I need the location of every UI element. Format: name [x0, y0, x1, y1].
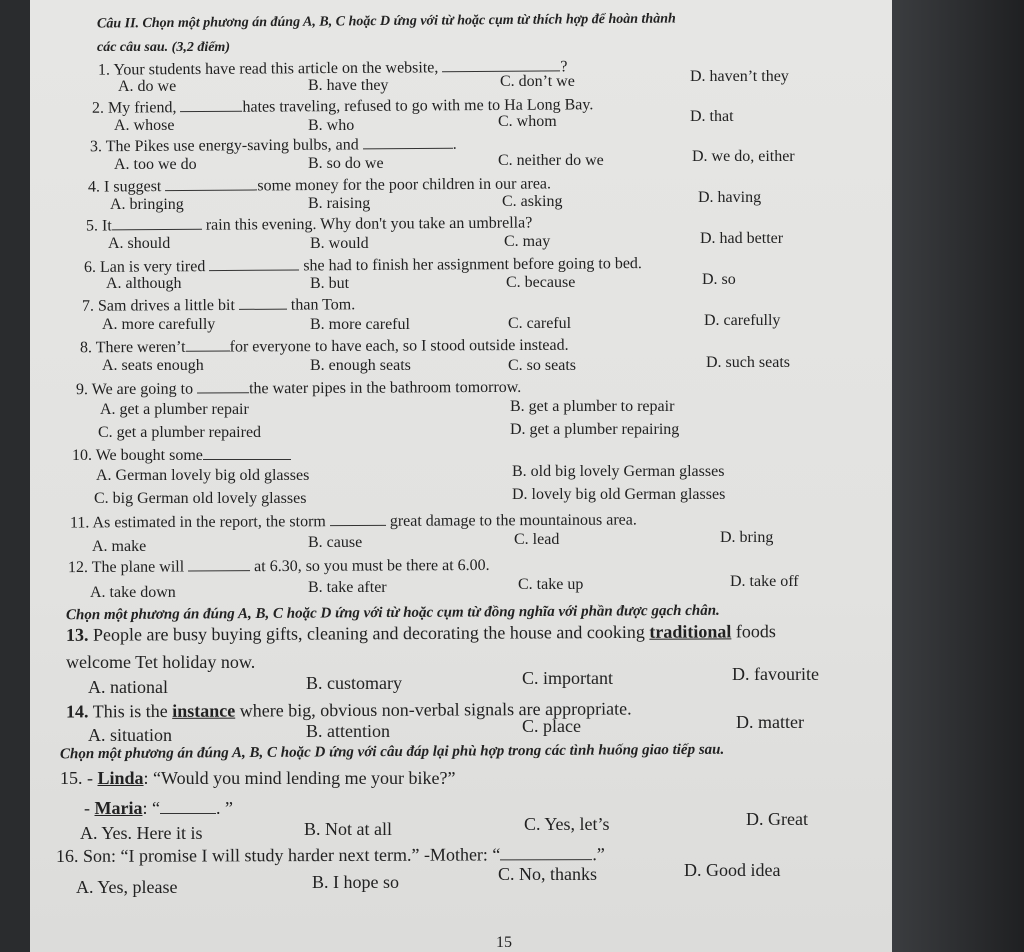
q15-option-c[interactable]: C. Yes, let’s	[524, 814, 610, 834]
q10-option-d[interactable]: D. lovely big old German glasses	[512, 486, 726, 503]
q2-option-d[interactable]: D. that	[690, 108, 734, 125]
speaker-linda: Linda	[97, 768, 144, 788]
section-heading-cont: các câu sau. (3,2 điểm)	[97, 40, 230, 55]
section-3-heading: Chọn một phương án đúng A, B, C hoặc D ứng với câu đáp lại phù hợp trong các tình huống giao tiếp sau.	[59, 741, 725, 763]
question-1: 1. Your students have read this article on the website, ?	[97, 58, 568, 79]
q6-option-a[interactable]: A. although	[106, 275, 182, 292]
q10-option-b[interactable]: B. old big lovely German glasses	[512, 463, 725, 480]
q9-option-d[interactable]: D. get a plumber repairing	[510, 421, 680, 438]
q3-option-b[interactable]: B. so do we	[308, 155, 384, 172]
question-4: 4. I suggest some money for the poor children in our area.	[87, 175, 552, 196]
q16-option-c[interactable]: C. No, thanks	[498, 864, 597, 884]
q13-option-a[interactable]: A. national	[88, 677, 168, 697]
page-number: 15	[496, 934, 512, 951]
q2-option-c[interactable]: C. whom	[498, 113, 557, 130]
q10-option-a[interactable]: A. German lovely big old glasses	[96, 467, 310, 484]
q9-option-b[interactable]: B. get a plumber to repair	[510, 398, 675, 415]
q13-option-d[interactable]: D. favourite	[732, 664, 819, 684]
question-6: 6. Lan is very tired she had to finish her assignment before going to bed.	[83, 255, 642, 276]
q12-option-a[interactable]: A. take down	[90, 584, 176, 601]
q9-option-c[interactable]: C. get a plumber repaired	[98, 424, 262, 441]
question-3: 3. The Pikes use energy-saving bulbs, and .	[89, 135, 457, 156]
question-11: 11. As estimated in the report, the storm great damage to the mountainous area.	[69, 511, 637, 532]
q14-option-a[interactable]: A. situation	[88, 725, 172, 745]
question-10: 10. We bought some	[72, 445, 291, 466]
q11-option-d[interactable]: D. bring	[720, 529, 774, 546]
q12-option-c[interactable]: C. take up	[518, 576, 584, 593]
q4-option-b[interactable]: B. raising	[308, 195, 371, 212]
q16-option-d[interactable]: D. Good idea	[684, 860, 781, 880]
question-5: 5. It rain this evening. Why don't you take an umbrella?	[85, 214, 533, 235]
question-15: 15. - Linda: “Would you mind lending me your bike?”	[60, 768, 456, 788]
underlined-word: traditional	[649, 621, 732, 642]
question-2: 2. My friend, hates traveling, refused to go with me to Ha Long Bay.	[91, 96, 594, 117]
q7-option-b[interactable]: B. more careful	[310, 316, 410, 333]
q5-option-b[interactable]: B. would	[310, 235, 369, 252]
q12-option-b[interactable]: B. take after	[308, 579, 387, 596]
question-16: 16. Son: “I promise I will study harder next term.” -Mother: “ .”	[55, 844, 605, 866]
q2-option-a[interactable]: A. whose	[114, 117, 175, 134]
q1-option-a[interactable]: A. do we	[118, 78, 177, 95]
q3-option-a[interactable]: A. too we do	[114, 156, 197, 173]
speaker-maria: Maria	[94, 798, 143, 818]
q5-option-c[interactable]: C. may	[504, 233, 551, 250]
question-14: 14. This is the instance where big, obvious non-verbal signals are appropriate.	[65, 698, 632, 722]
question-15-reply: - Maria: “ . ”	[84, 798, 233, 818]
q11-option-c[interactable]: C. lead	[514, 531, 560, 548]
q7-option-d[interactable]: D. carefully	[704, 312, 781, 329]
dark-background	[892, 0, 1024, 952]
q11-option-b[interactable]: B. cause	[308, 534, 363, 551]
q16-option-a[interactable]: A. Yes, please	[76, 877, 178, 897]
q8-option-c[interactable]: C. so seats	[508, 357, 576, 374]
q14-option-b[interactable]: B. attention	[306, 721, 390, 741]
q2-option-b[interactable]: B. who	[308, 117, 355, 134]
q8-option-b[interactable]: B. enough seats	[310, 357, 411, 374]
q3-option-c[interactable]: C. neither do we	[498, 152, 604, 169]
q6-option-c[interactable]: C. because	[506, 274, 576, 291]
q15-option-a[interactable]: A. Yes. Here it is	[80, 823, 203, 843]
question-9: 9. We are going to the water pipes in the bathroom tomorrow.	[75, 378, 522, 399]
underlined-word: instance	[172, 700, 236, 721]
q13-option-c[interactable]: C. important	[522, 668, 613, 688]
exam-paper	[30, 0, 892, 952]
q8-option-d[interactable]: D. such seats	[706, 354, 790, 371]
q14-option-d[interactable]: D. matter	[736, 712, 804, 732]
section-2-heading: Chọn một phương án đúng A, B, C hoặc D ứng với từ hoặc cụm từ đồng nghĩa với phần được gạch chân.	[65, 602, 720, 624]
q6-option-b[interactable]: B. but	[310, 275, 350, 292]
q4-option-d[interactable]: D. having	[698, 189, 762, 206]
section-heading: Câu II. Chọn một phương án đúng A, B, C hoặc D ứng với từ hoặc cụm từ thích hợp để hoàn thành	[96, 11, 676, 32]
question-7: 7. Sam drives a little bit than Tom.	[81, 296, 356, 315]
q1-option-d[interactable]: D. haven’t they	[690, 68, 789, 85]
q13-option-b[interactable]: B. customary	[306, 673, 402, 693]
q7-option-a[interactable]: A. more carefully	[102, 316, 216, 333]
q1-option-c[interactable]: C. don’t we	[500, 73, 575, 90]
q10-option-c[interactable]: C. big German old lovely glasses	[94, 490, 307, 507]
question-13-cont: welcome Tet holiday now.	[66, 652, 256, 672]
question-8: 8. There weren’t for everyone to have each, so I stood outside instead.	[79, 336, 569, 357]
q14-option-c[interactable]: C. place	[522, 716, 581, 736]
q3-option-d[interactable]: D. we do, either	[692, 148, 795, 165]
q1-option-b[interactable]: B. have they	[308, 77, 389, 94]
q8-option-a[interactable]: A. seats enough	[102, 357, 204, 374]
q4-option-a[interactable]: A. bringing	[110, 196, 184, 213]
q5-option-a[interactable]: A. should	[108, 235, 171, 252]
question-12: 12. The plane will at 6.30, so you must be there at 6.00.	[67, 556, 490, 577]
q16-option-b[interactable]: B. I hope so	[312, 872, 399, 892]
q9-option-a[interactable]: A. get a plumber repair	[100, 401, 249, 418]
q4-option-c[interactable]: C. asking	[502, 193, 563, 210]
q5-option-d[interactable]: D. had better	[700, 230, 784, 247]
q7-option-c[interactable]: C. careful	[508, 315, 572, 332]
q12-option-d[interactable]: D. take off	[730, 573, 799, 590]
q11-option-a[interactable]: A. make	[92, 538, 147, 555]
q6-option-d[interactable]: D. so	[702, 271, 736, 288]
question-13: 13. People are busy buying gifts, cleaning and decorating the house and cooking traditional foods	[65, 621, 776, 645]
q15-option-b[interactable]: B. Not at all	[304, 819, 392, 839]
q15-option-d[interactable]: D. Great	[746, 809, 808, 829]
